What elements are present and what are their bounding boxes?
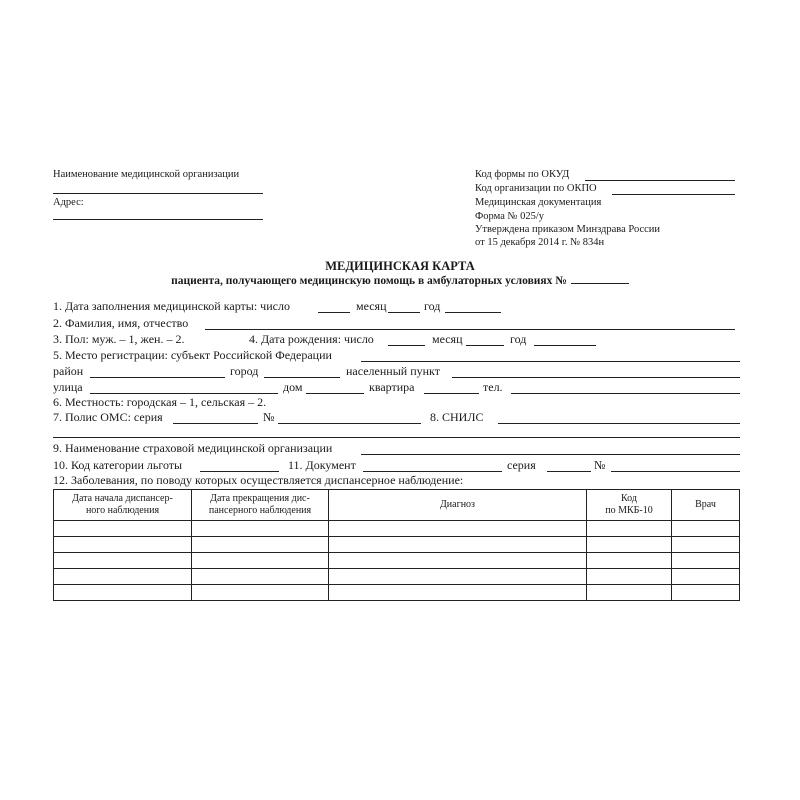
field-4-month-blank[interactable] [466,345,504,346]
benefit-code-blank[interactable] [200,471,279,472]
field-12-label: 12. Заболевания, по поводу которых осуществляется диспансерное наблюдение: [53,473,464,487]
extra-line[interactable] [53,437,740,438]
org-name-line [53,193,263,194]
okpo-label: Код организации по ОКПО [475,183,597,194]
field-1-month-blank[interactable] [388,312,420,313]
table-cell[interactable] [672,521,740,537]
med-docs-label: Медицинская документация [475,197,602,208]
field-6-label: 6. Местность: городская – 1, сельская – 2. [53,395,267,409]
table-cell[interactable] [672,537,740,553]
document-series-label: серия [507,458,536,472]
okud-label: Код формы по ОКУД [475,169,570,180]
table-cell[interactable] [587,537,672,553]
table-cell[interactable] [192,537,329,553]
policy-series-blank[interactable] [173,423,258,424]
street-label: улица [53,380,83,394]
table-cell[interactable] [672,553,740,569]
field-3-label: 3. Пол: муж. – 1, жен. – 2. [53,332,185,346]
table-cell[interactable] [329,521,587,537]
table-cell[interactable] [587,569,672,585]
field-1-year-blank[interactable] [445,312,501,313]
okpo-line [612,194,735,195]
approved-date: от 15 декабря 2014 г. № 834н [475,237,605,248]
org-name-label: Наименование медицинской организации [53,169,240,180]
form-subtitle [0,274,800,287]
table-row [54,537,740,553]
address-line [53,219,263,220]
district-label: район [53,364,84,378]
table-row [54,585,740,601]
table-cell[interactable] [192,569,329,585]
table-cell[interactable] [329,569,587,585]
table-row [54,569,740,585]
phone-blank[interactable] [511,393,740,394]
document-blank[interactable] [363,471,502,472]
table-row [54,521,740,537]
table-cell[interactable] [192,553,329,569]
phone-label: тел. [483,380,503,394]
field-8-label: 8. СНИЛС [430,410,484,424]
table-cell[interactable] [192,585,329,601]
dispensary-table [53,489,740,601]
field-4-year-label: год [510,332,527,346]
field-4-label: 4. Дата рождения: число [249,332,374,346]
settlement-label: населенный пункт [346,364,440,378]
field-4-day-blank[interactable] [388,345,425,346]
col-diagnosis-header: Диагноз [329,490,587,521]
street-blank[interactable] [90,393,278,394]
table-cell[interactable] [587,585,672,601]
document-number-label: № [594,458,606,472]
col-end-date-header: Дата прекращения дис- пансерного наблюдения [192,490,329,521]
field-11-label: 11. Документ [288,458,356,472]
table-cell[interactable] [587,553,672,569]
okud-line [585,180,735,181]
table-cell[interactable] [54,537,192,553]
settlement-blank[interactable] [452,377,740,378]
field-2-blank[interactable] [205,329,735,330]
table-header-row [54,490,740,521]
field-10-label: 10. Код категории льготы [53,458,183,472]
policy-number-label: № [263,410,275,424]
document-series-blank[interactable] [547,471,591,472]
table-cell[interactable] [672,585,740,601]
form-subtitle-text: пациента, получающего медицинскую помощь в амбулаторных условиях № [171,275,567,287]
table-cell[interactable] [54,553,192,569]
city-label: город [230,364,259,378]
field-1-day-blank[interactable] [318,312,350,313]
table-row [54,553,740,569]
approved-label: Утверждена приказом Минздрава России [475,224,661,235]
snils-blank[interactable] [498,423,740,424]
col-doctor-header: Врач [672,490,740,521]
field-4-month-label: месяц [432,332,463,346]
col-icd-code-header: Код по МКБ-10 [587,490,672,521]
table-cell[interactable] [54,569,192,585]
document-number-blank[interactable] [611,471,740,472]
table-cell[interactable] [672,569,740,585]
table-cell[interactable] [329,553,587,569]
address-label: Адрес: [53,197,84,208]
house-label: дом [283,380,303,394]
field-1-label: 1. Дата заполнения медицинской карты: число [53,299,290,313]
table-cell[interactable] [329,585,587,601]
field-1-year-label: год [424,299,441,313]
table-cell[interactable] [54,521,192,537]
table-cell[interactable] [587,521,672,537]
apartment-label: квартира [369,380,415,394]
district-blank[interactable] [90,377,225,378]
city-blank[interactable] [264,377,340,378]
card-number-blank[interactable] [571,274,629,284]
house-blank[interactable] [306,393,364,394]
table-cell[interactable] [192,521,329,537]
field-2-label: 2. Фамилия, имя, отчество [53,316,189,330]
table-cell[interactable] [54,585,192,601]
field-7-label: 7. Полис ОМС: серия [53,410,163,424]
apartment-blank[interactable] [424,393,479,394]
field-4-year-blank[interactable] [534,345,596,346]
field-1-month-label: месяц [356,299,387,313]
table-cell[interactable] [329,537,587,553]
form-number: Форма № 025/у [475,211,545,222]
table-body [54,521,740,601]
policy-number-blank[interactable] [278,423,421,424]
form-title: МЕДИЦИНСКАЯ КАРТА [325,259,475,273]
field-9-label: 9. Наименование страховой медицинской организации [53,441,333,455]
field-5-subject-blank[interactable] [361,361,740,362]
insurer-blank[interactable] [361,454,740,455]
col-start-date-header: Дата начала диспансер- ного наблюдения [54,490,192,521]
field-5-label: 5. Место регистрации: субъект Российской Федерации [53,348,332,362]
